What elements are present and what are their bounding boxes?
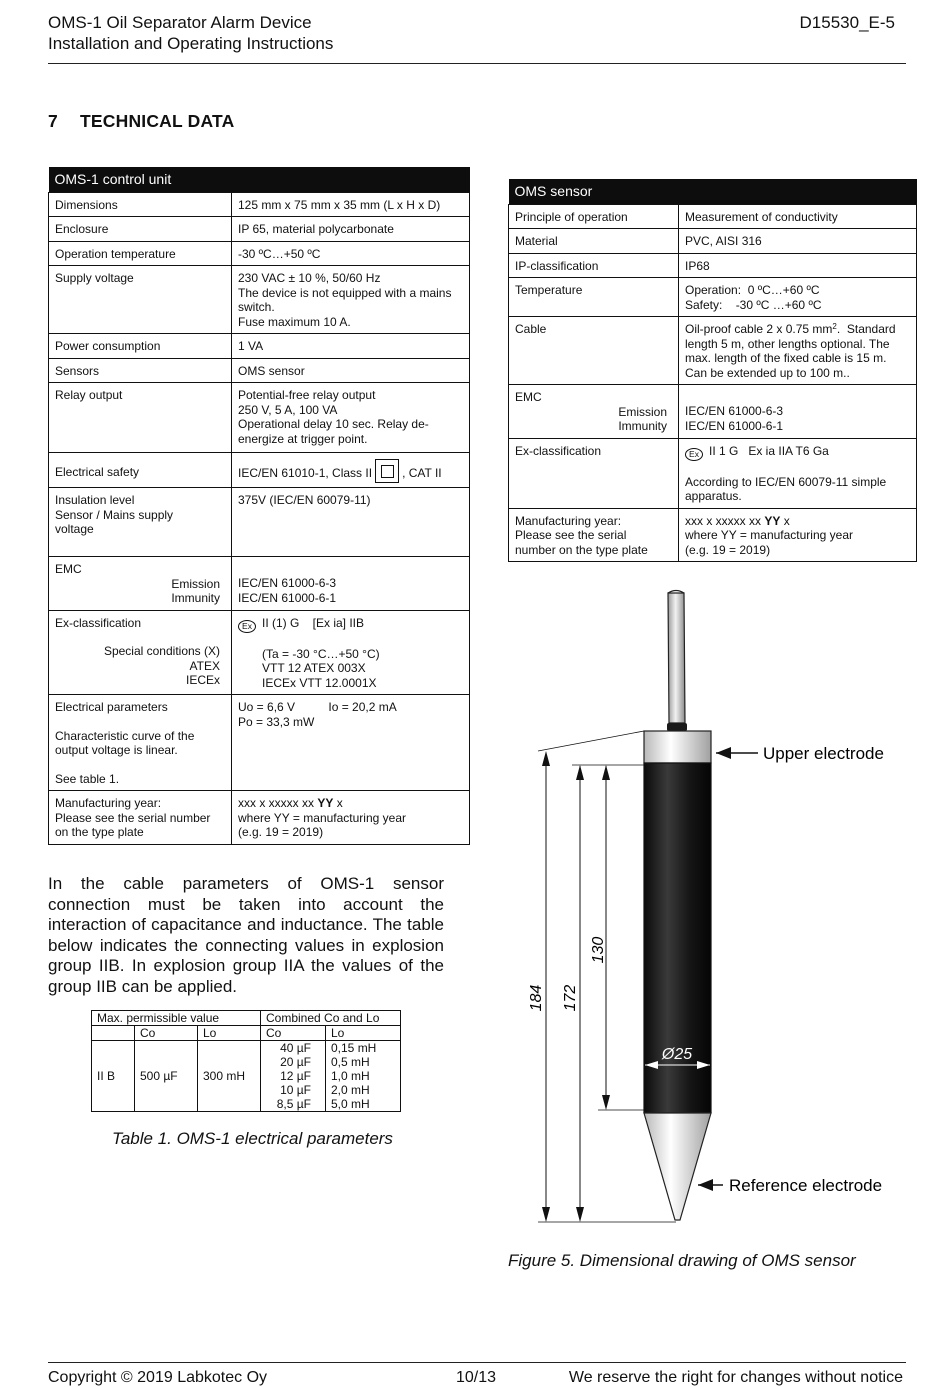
value-line: Potential-free relay output	[238, 388, 376, 402]
row-value: OMS sensor	[232, 358, 470, 383]
value-line: 230 VAC ± 10 %, 50/60 Hz	[238, 271, 381, 285]
value-line: max. length of the fixed cable is 15 m.	[685, 351, 887, 365]
section-number: 7	[48, 111, 58, 131]
table-row	[49, 791, 470, 845]
table-row	[509, 438, 917, 508]
row-label: Cable	[509, 317, 679, 385]
value-line: VTT 12 ATEX 003X	[262, 661, 366, 675]
footer-divider	[48, 1362, 906, 1363]
value-line: 2,0 mH	[331, 1083, 370, 1097]
row-value	[232, 266, 470, 334]
label-line: number on the type plate	[515, 542, 648, 557]
table-row	[49, 192, 470, 217]
header-divider	[48, 63, 906, 64]
table-cell: 500 µF	[135, 1041, 198, 1112]
value-line: Operation: 0 ºC…+60 ºC	[685, 283, 820, 297]
sensor-dimensional-drawing	[508, 588, 908, 1238]
value-line: Fuse maximum 10 A.	[238, 314, 351, 329]
row-value	[679, 438, 917, 508]
label-line: Ex-classification	[55, 615, 142, 630]
value-line: Po = 33,3 mW	[238, 714, 315, 729]
table-row	[49, 266, 470, 334]
value-line: IEC/EN 61000-6-1	[238, 590, 337, 605]
value-line: The device is not equipped with a mains	[238, 285, 452, 300]
value-line: 8,5 µF	[276, 1097, 311, 1111]
row-value: IP 65, material polycarbonate	[232, 217, 470, 242]
value-line: 0,15 mH	[331, 1041, 377, 1055]
label-line: EMC	[55, 562, 82, 576]
value-line: where YY = manufacturing year	[238, 810, 406, 825]
value-line: IEC/EN 61010-1, Class II	[238, 466, 373, 480]
table-row	[49, 217, 470, 242]
value-part: . Standard	[836, 322, 896, 336]
table-row	[49, 453, 470, 488]
value-part: YY	[317, 796, 334, 810]
row-label: Electrical safety	[49, 453, 232, 488]
value-part: xxx x xxxxx xx	[685, 513, 765, 528]
value-line: 10 µF	[280, 1083, 311, 1097]
column-header	[92, 1026, 135, 1041]
spacer	[685, 390, 910, 404]
value-line: 20 µF	[280, 1055, 311, 1069]
spacer	[238, 562, 463, 576]
table-row	[49, 610, 470, 695]
table-cell	[326, 1041, 401, 1112]
arrow-icon	[576, 765, 584, 780]
row-label: Enclosure	[49, 217, 232, 242]
section-title	[48, 111, 234, 132]
value-line: switch.	[238, 300, 275, 314]
label-line: Emission	[171, 576, 220, 591]
value-line: IECEx VTT 12.0001X	[262, 675, 377, 690]
row-value	[232, 695, 470, 791]
extension-line	[538, 731, 644, 751]
sensor-table	[508, 179, 917, 562]
table-row	[92, 1041, 401, 1112]
dimension-label-172: 172	[562, 984, 579, 1012]
label-line: Please see the serial	[515, 528, 627, 542]
table-row	[509, 278, 917, 317]
table-cell: 300 mH	[198, 1041, 261, 1112]
value-line: Can be extended up to 100 m..	[685, 365, 850, 380]
row-value: -30 ºC…+50 ºC	[232, 241, 470, 266]
column-header: Lo	[198, 1026, 261, 1041]
footer-page-number: 10/13	[456, 1369, 497, 1386]
row-value	[232, 383, 470, 453]
row-value	[232, 610, 470, 695]
column-header: Co	[135, 1026, 198, 1041]
value-line: 1,0 mH	[331, 1069, 370, 1083]
table-row	[509, 229, 917, 254]
table-caption: Table 1. OMS-1 electrical parameters	[112, 1129, 393, 1148]
value-part: xxx x xxxxx xx	[238, 796, 318, 810]
value-line: Safety: -30 ºC …+60 ºC	[685, 297, 822, 312]
ex-marking-icon: Ex	[685, 448, 703, 461]
row-label	[49, 488, 232, 557]
column-header: Co	[261, 1026, 326, 1041]
electrical-parameters-table	[91, 1010, 401, 1112]
header-product-name: OMS-1 Oil Separator Alarm Device	[48, 13, 312, 32]
value-line: 0,5 mH	[331, 1055, 370, 1069]
footer-copyright: Copyright © 2019 Labkotec Oy	[48, 1369, 268, 1386]
row-label: IP-classification	[509, 253, 679, 278]
arrow-icon	[576, 1207, 584, 1222]
label-line: voltage	[55, 522, 94, 536]
control-unit-table-title: OMS-1 control unit	[49, 167, 470, 192]
label-line: IECEx	[185, 673, 220, 687]
label-line: ATEX	[189, 658, 220, 673]
dimension-label-diameter: Ø25	[661, 1046, 693, 1063]
column-header: Max. permissible value	[92, 1011, 261, 1026]
label-line: Special conditions (X)	[103, 644, 220, 658]
table-row	[509, 204, 917, 229]
label-line: Sensor / Mains supply	[55, 507, 174, 522]
value-line: apparatus.	[685, 489, 742, 503]
table-row	[92, 1026, 401, 1041]
value-line: energize at trigger point.	[238, 431, 368, 446]
table-row	[509, 253, 917, 278]
arrow-icon	[542, 751, 550, 766]
arrow-icon	[542, 1207, 550, 1222]
column-header: Lo	[326, 1026, 401, 1041]
row-label: Ex-classification	[509, 438, 679, 508]
value-line: II 1 G Ex ia IIA T6 Ga	[709, 443, 829, 458]
arrow-icon	[602, 1095, 610, 1110]
row-value	[232, 453, 470, 488]
row-label: Operation temperature	[49, 241, 232, 266]
value-line: According to IEC/EN 60079-11 simple	[685, 474, 887, 489]
row-label: Material	[509, 229, 679, 254]
row-value	[679, 278, 917, 317]
row-label	[49, 557, 232, 611]
table-row	[92, 1011, 401, 1026]
value-line: length 5 m, other lengths optional. The	[685, 336, 890, 351]
row-value	[679, 385, 917, 439]
value-part: YY	[764, 513, 781, 528]
cable-gland	[667, 723, 687, 731]
spacer	[685, 461, 910, 475]
table-row	[49, 241, 470, 266]
label-line: on the type plate	[55, 825, 144, 839]
footer-notice: We reserve the right for changes without notice	[568, 1369, 903, 1386]
value-line: 12 µF	[280, 1069, 311, 1083]
row-label	[509, 508, 679, 562]
value-line: 40 µF	[280, 1041, 311, 1055]
row-value: PVC, AISI 316	[679, 229, 917, 254]
row-value: IP68	[679, 253, 917, 278]
row-value: 375V (IEC/EN 60079-11)	[232, 488, 470, 557]
label-line: Characteristic curve of the	[55, 728, 195, 743]
label-line: Emission	[618, 404, 667, 419]
arrow-icon	[602, 765, 610, 780]
table-row	[509, 508, 917, 562]
row-label: Supply voltage	[49, 266, 232, 334]
class-ii-symbol-icon	[375, 459, 399, 483]
cable-parameters-paragraph: In the cable parameters of OMS-1 sensor connection must be taken into account the interaction of capacitance and inductance. The table below indicates the connecting values in explosion group IIB. In explosion group IIA the values of the group IIB can be applied.	[48, 874, 444, 996]
table-row	[509, 317, 917, 385]
row-label	[49, 791, 232, 845]
row-label: Sensors	[49, 358, 232, 383]
row-value	[232, 791, 470, 845]
row-label	[49, 610, 232, 695]
label-line: See table 1.	[55, 771, 120, 786]
upper-electrode-shape	[644, 731, 711, 763]
row-label: Power consumption	[49, 334, 232, 359]
value-line: where YY = manufacturing year	[685, 528, 853, 542]
value-line: IEC/EN 61000-6-3	[238, 576, 337, 590]
header-doc-code: D15530_E-5	[799, 13, 895, 32]
value-line: 5,0 mH	[331, 1097, 370, 1111]
value-line: (Ta = -30 °C…+50 °C)	[262, 646, 380, 661]
table-row	[49, 383, 470, 453]
table-row	[49, 488, 470, 557]
label-line: Immunity	[618, 419, 667, 433]
ex-marking-icon: Ex	[238, 620, 256, 633]
value-part: 2	[832, 322, 837, 331]
row-value	[232, 557, 470, 611]
label-line: Insulation level	[55, 493, 135, 507]
spacer	[238, 633, 463, 647]
value-part: Oil-proof cable 2 x 0.75 mm	[685, 322, 833, 336]
sensor-table-title: OMS sensor	[509, 179, 917, 204]
label-line: EMC	[515, 390, 542, 404]
spacer	[55, 630, 225, 644]
value-line: IEC/EN 61000-6-1	[685, 418, 784, 433]
table-row	[49, 557, 470, 611]
header-doc-type: Installation and Operating Instructions	[48, 34, 334, 53]
value-line: Operational delay 10 sec. Relay de-	[238, 417, 429, 431]
reference-electrode-label: Reference electrode	[729, 1176, 883, 1195]
value-line: (e.g. 19 = 2019)	[238, 825, 324, 839]
table-cell: II B	[92, 1041, 135, 1112]
row-value: 1 VA	[232, 334, 470, 359]
table-row	[49, 695, 470, 791]
dimension-label-130: 130	[590, 936, 607, 964]
table-row	[49, 334, 470, 359]
label-line: Immunity	[171, 591, 220, 605]
value-line: II (1) G [Ex ia] IIB	[262, 615, 365, 630]
section-heading: TECHNICAL DATA	[80, 111, 235, 131]
row-value	[679, 317, 917, 385]
label-line: output voltage is linear.	[55, 743, 178, 757]
dimension-label-184: 184	[528, 984, 545, 1012]
upper-electrode-label: Upper electrode	[763, 744, 884, 763]
value-line: IEC/EN 61000-6-3	[685, 404, 784, 418]
value-part: x	[780, 513, 790, 528]
spacer	[55, 715, 225, 729]
value-line: , CAT II	[402, 466, 442, 480]
control-unit-table	[48, 167, 470, 845]
table-row	[49, 358, 470, 383]
column-header: Combined Co and Lo	[261, 1011, 401, 1026]
label-line: Electrical parameters	[55, 700, 168, 714]
row-label: Dimensions	[49, 192, 232, 217]
table-row	[509, 385, 917, 439]
label-line: Manufacturing year:	[515, 513, 622, 528]
reference-electrode-shape	[644, 1113, 711, 1220]
value-line: (e.g. 19 = 2019)	[685, 542, 771, 557]
table-cell	[261, 1041, 326, 1112]
document-header	[48, 12, 333, 54]
figure-caption: Figure 5. Dimensional drawing of OMS sensor	[508, 1251, 856, 1270]
row-value: 125 mm x 75 mm x 35 mm (L x H x D)	[232, 192, 470, 217]
row-label: Temperature	[509, 278, 679, 317]
row-label	[49, 695, 232, 791]
row-label: Relay output	[49, 383, 232, 453]
row-value	[679, 508, 917, 562]
row-value: Measurement of conductivity	[679, 204, 917, 229]
label-line: Manufacturing year:	[55, 796, 162, 810]
cable-shape	[668, 593, 685, 723]
value-part: x	[333, 796, 343, 810]
row-label	[509, 385, 679, 439]
label-line: Please see the serial number	[55, 810, 211, 825]
value-line: 250 V, 5 A, 100 VA	[238, 402, 338, 417]
spacer	[55, 758, 225, 772]
row-label: Principle of operation	[509, 204, 679, 229]
value-line: Uo = 6,6 V Io = 20,2 mA	[238, 700, 397, 714]
